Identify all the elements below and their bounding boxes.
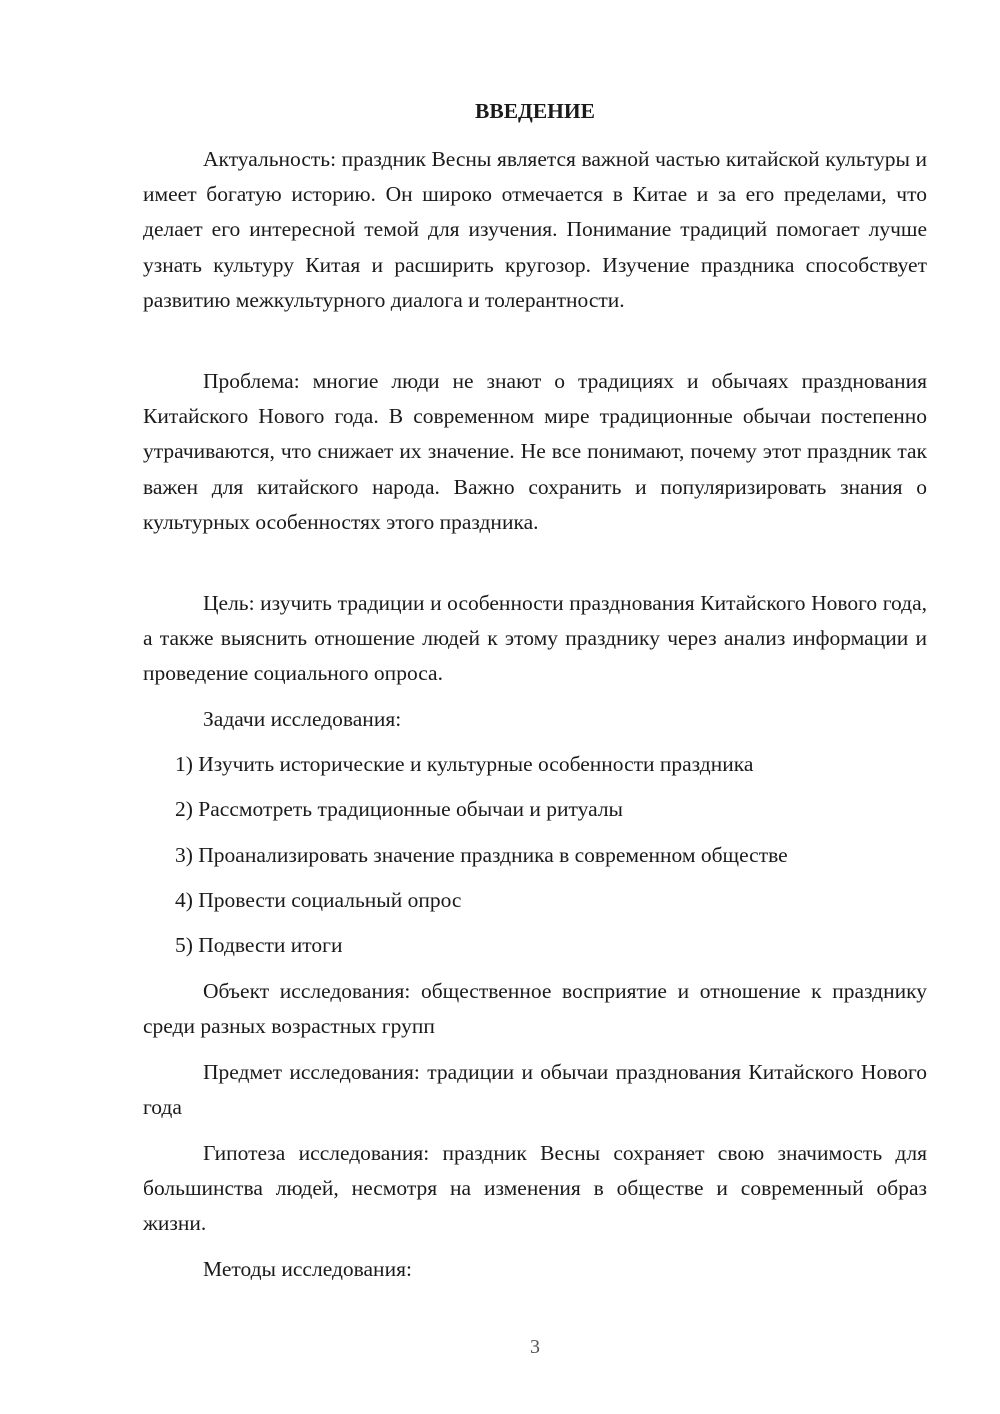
task-item: 3) Проанализировать значение праздника в современном обществе (175, 843, 788, 867)
page-title: ВВЕДЕНИЕ (475, 99, 595, 123)
task-item: 2) Рассмотреть традиционные обычаи и ритуалы (175, 797, 623, 821)
paragraph-actuality: Актуальность: праздник Весны является важной частью китайской культуры и имеет богатую историю. Он широко отмечается в Китае и за его пределами, что делает его интересной темой для изучения. Понимание традиций помогает лучше узнать культуру Китая и расширить кругозор. Изучение праздника способствует развитию межкультурного диалога и толерантности. (143, 147, 927, 312)
paragraph-goal: Цель: изучить традиции и особенности празднования Китайского Нового года, а также выяснить отношение людей к этому празднику через анализ информации и проведение социального опроса. (143, 591, 927, 686)
paragraph-subject: Предмет исследования: традиции и обычаи празднования Китайского Нового года (143, 1060, 927, 1120)
paragraph-methods: Методы исследования: (203, 1257, 412, 1281)
tasks-heading: Задачи исследования: (203, 707, 402, 731)
task-item: 1) Изучить исторические и культурные особенности праздника (175, 752, 754, 776)
task-item: 5) Подвести итоги (175, 933, 343, 957)
page-number: 3 (530, 1336, 540, 1358)
paragraph-hypothesis: Гипотеза исследования: праздник Весны сохраняет свою значимость для большинства людей, несмотря на изменения в обществе и современный образ жизни. (143, 1141, 927, 1236)
task-item: 4) Провести социальный опрос (175, 888, 462, 912)
paragraph-object: Объект исследования: общественное восприятие и отношение к празднику среди разных возрастных групп (143, 979, 927, 1039)
paragraph-problem: Проблема: многие люди не знают о традициях и обычаях празднования Китайского Нового года. В современном мире традиционные обычаи постепенно утрачиваются, что снижает их значение. Не все понимают, почему этот праздник так важен для китайского народа. Важно сохранить и популяризировать знания о культурных особенностях этого праздника. (143, 369, 927, 534)
